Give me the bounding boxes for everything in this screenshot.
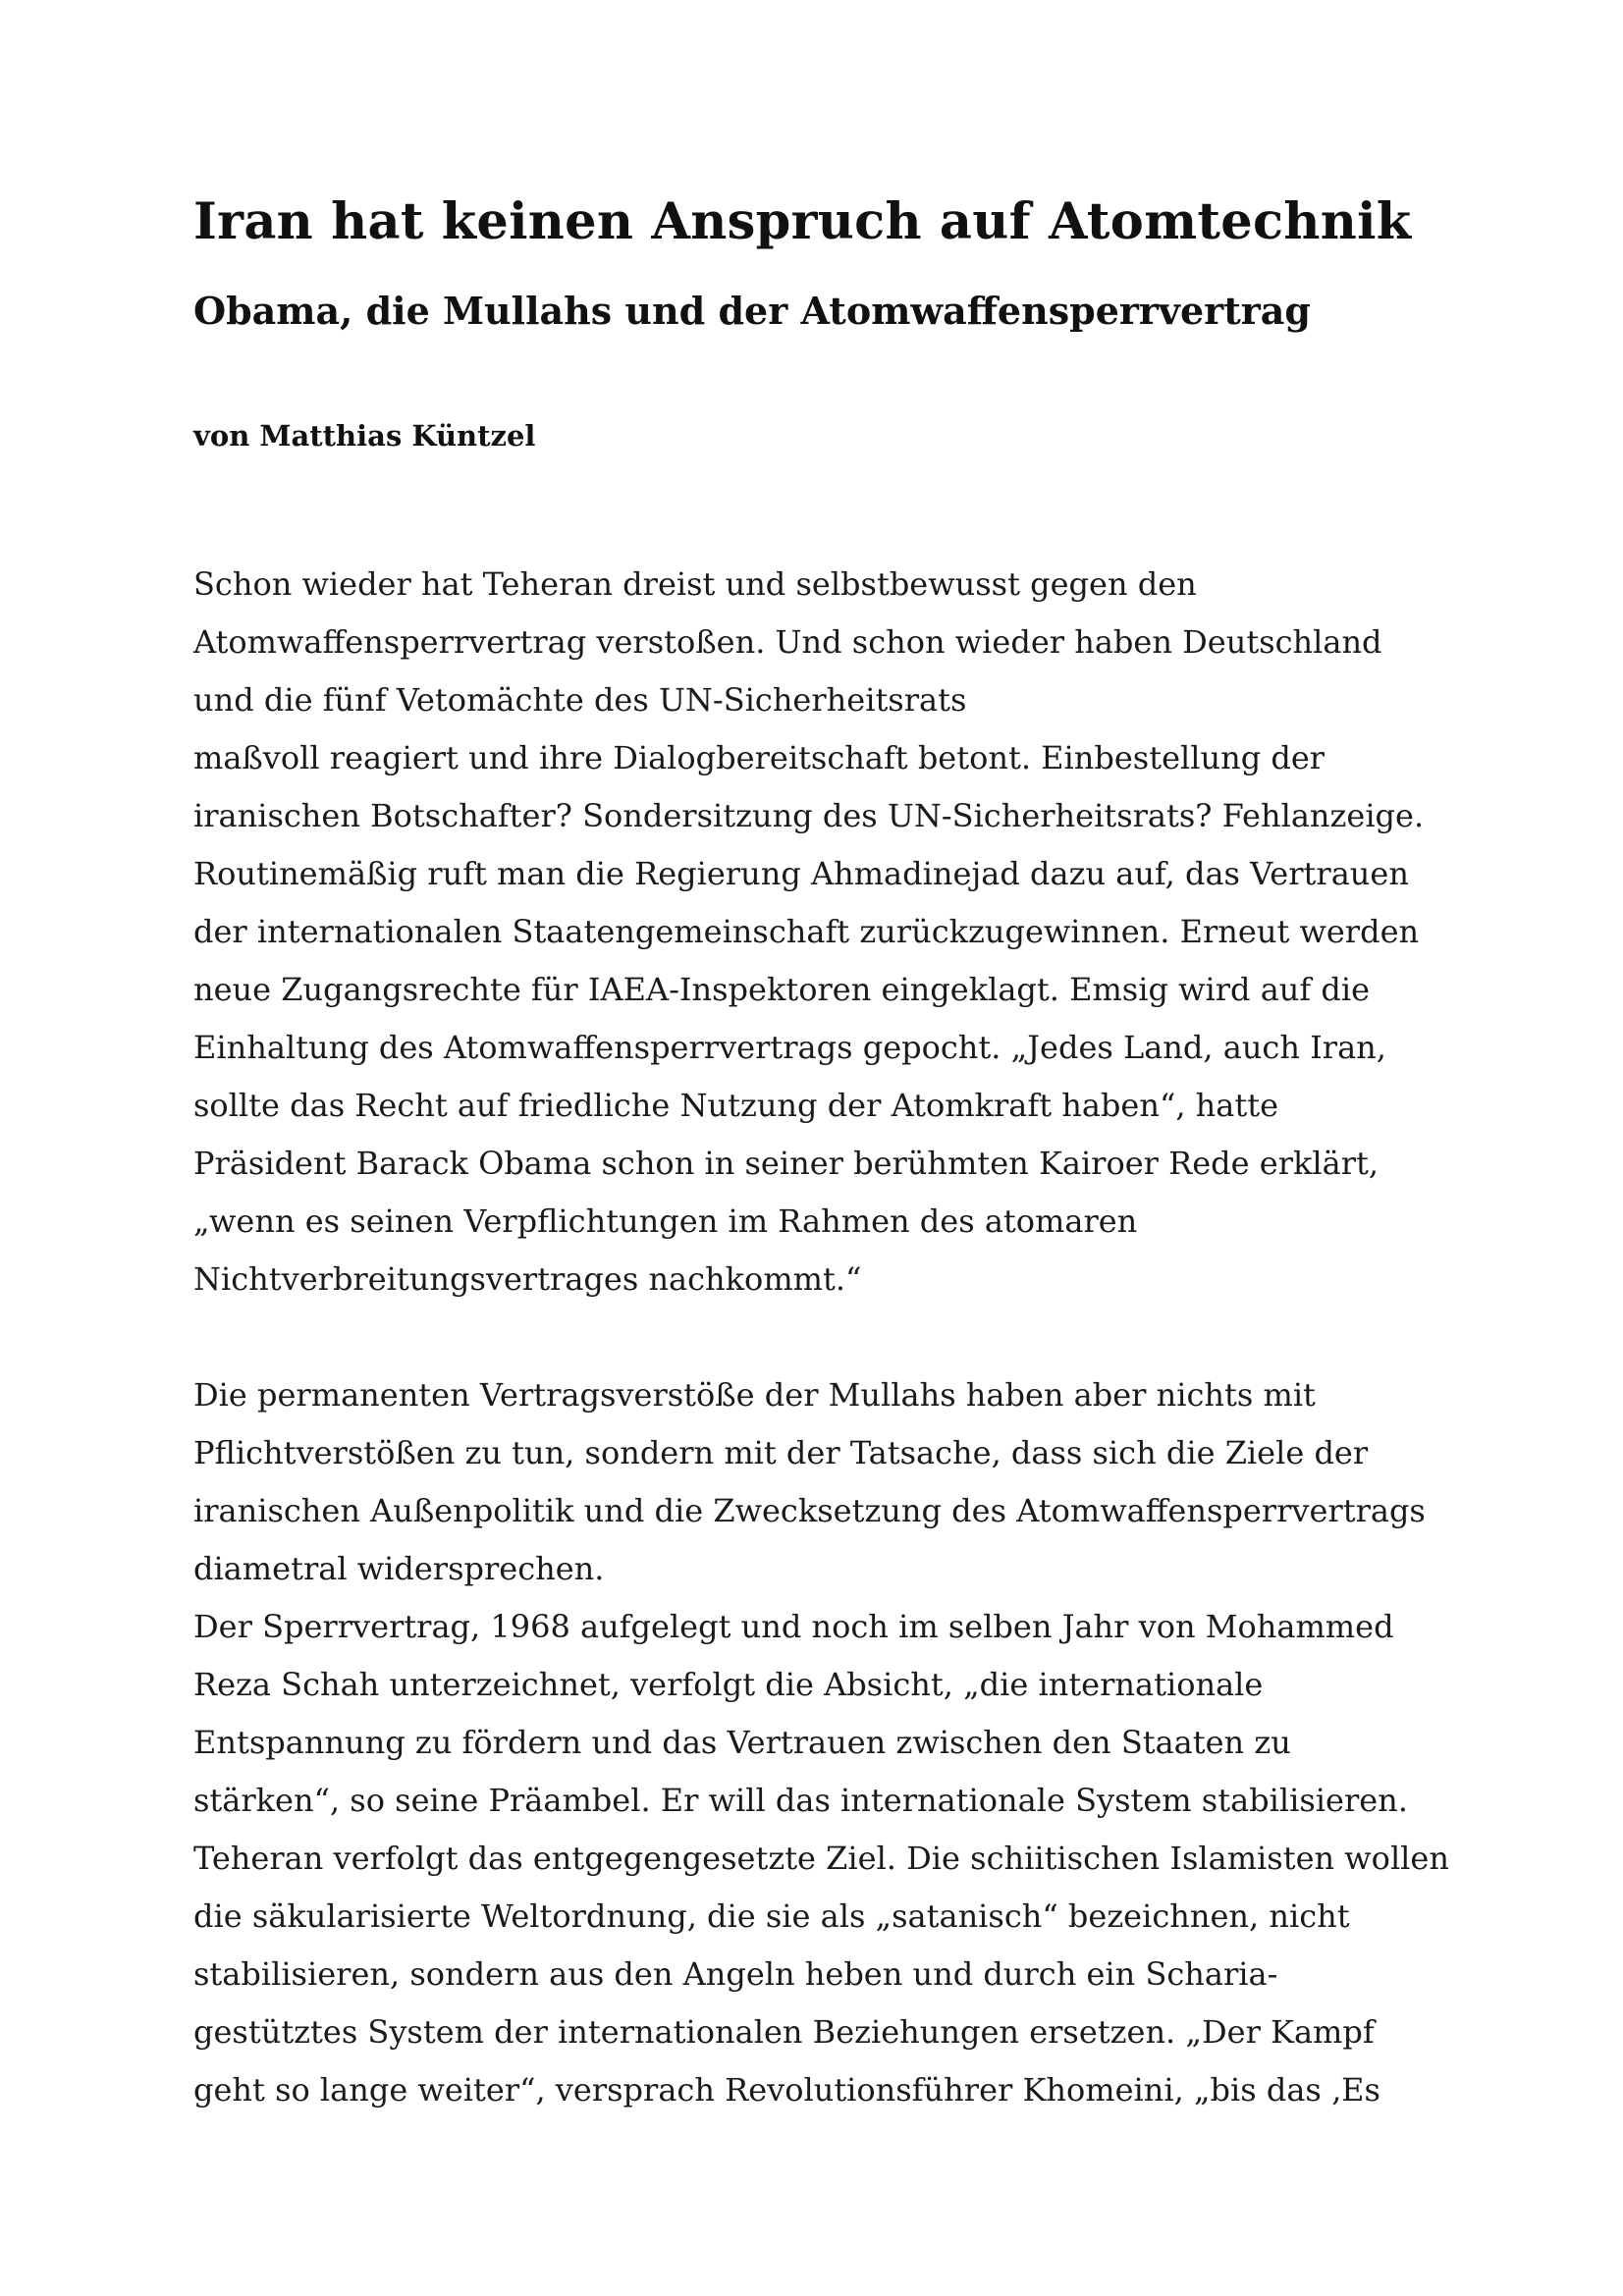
- text-line: diametral widersprechen.: [193, 1550, 605, 1587]
- text-line: maßvoll reagiert und ihre Dialogbereitschaft betont. Einbestellung der: [193, 739, 1325, 776]
- text-line: Teheran verfolgt das entgegengesetzte Ziel. Die schiitischen Islamisten wollen: [193, 1840, 1449, 1877]
- text-line: Routinemäßig ruft man die Regierung Ahmadinejad dazu auf, das Vertrauen: [193, 855, 1409, 892]
- text-line: Der Sperrvertrag, 1968 aufgelegt und noch im selben Jahr von Mohammed: [193, 1608, 1394, 1645]
- text-line: iranischen Botschafter? Sondersitzung des UN-Sicherheitsrats? Fehlanzeige.: [193, 797, 1425, 834]
- text-line: neue Zugangsrechte für IAEA-Inspektoren eingeklagt. Emsig wird auf die: [193, 971, 1371, 1008]
- text-line: gestütztes System der internationalen Beziehungen ersetzen. „Der Kampf: [193, 2013, 1375, 2051]
- text-line: geht so lange weiter“, versprach Revolutionsführer Khomeini, „bis das ‚Es: [193, 2071, 1380, 2109]
- text-line: Atomwaffensperrvertrag verstoßen. Und schon wieder haben Deutschland: [193, 623, 1382, 661]
- text-line: stabilisieren, sondern aus den Angeln heben und durch ein Scharia-: [193, 1955, 1278, 1993]
- text-line: „wenn es seinen Verpflichtungen im Rahmen des atomaren: [193, 1202, 1138, 1240]
- paragraph: [193, 1366, 1449, 2119]
- text-line: Einhaltung des Atomwaffensperrvertrags gepocht. „Jedes Land, auch Iran,: [193, 1029, 1386, 1066]
- text-line: die säkularisierte Weltordnung, die sie als „satanisch“ bezeichnen, nicht: [193, 1897, 1350, 1935]
- text-line: iranischen Außenpolitik und die Zwecksetzung des Atomwaffensperrvertrags: [193, 1492, 1426, 1529]
- text-line: Pflichtverstößen zu tun, sondern mit der Tatsache, dass sich die Ziele der: [193, 1434, 1369, 1471]
- text-line: Reza Schah unterzeichnet, verfolgt die Absicht, „die internationale: [193, 1666, 1264, 1703]
- text-line: Entspannung zu fördern und das Vertrauen zwischen den Staaten zu: [193, 1724, 1291, 1761]
- paragraph: [193, 556, 1424, 1308]
- author-byline: von Matthias Küntzel: [193, 419, 536, 453]
- text-line: stärken“, so seine Präambel. Er will das internationale System stabilisieren.: [193, 1782, 1408, 1819]
- text-line: Nichtverbreitungsvertrages nachkommt.“: [193, 1260, 862, 1298]
- text-line: und die fünf Vetomächte des UN-Sicherheitsrats: [193, 681, 967, 719]
- document-title: Iran hat keinen Anspruch auf Atomtechnik: [193, 192, 1412, 251]
- text-line: sollte das Recht auf friedliche Nutzung der Atomkraft haben“, hatte: [193, 1087, 1278, 1124]
- text-line: Die permanenten Vertragsverstöße der Mullahs haben aber nichts mit: [193, 1376, 1316, 1414]
- text-line: der internationalen Staatengemeinschaft zurückzugewinnen. Erneut werden: [193, 913, 1420, 950]
- text-line: Schon wieder hat Teheran dreist und selbstbewusst gegen den: [193, 565, 1197, 603]
- document-subtitle: Obama, die Mullahs und der Atomwaffensperrvertrag: [193, 289, 1311, 333]
- text-line: Präsident Barack Obama schon in seiner berühmten Kairoer Rede erklärt,: [193, 1145, 1380, 1182]
